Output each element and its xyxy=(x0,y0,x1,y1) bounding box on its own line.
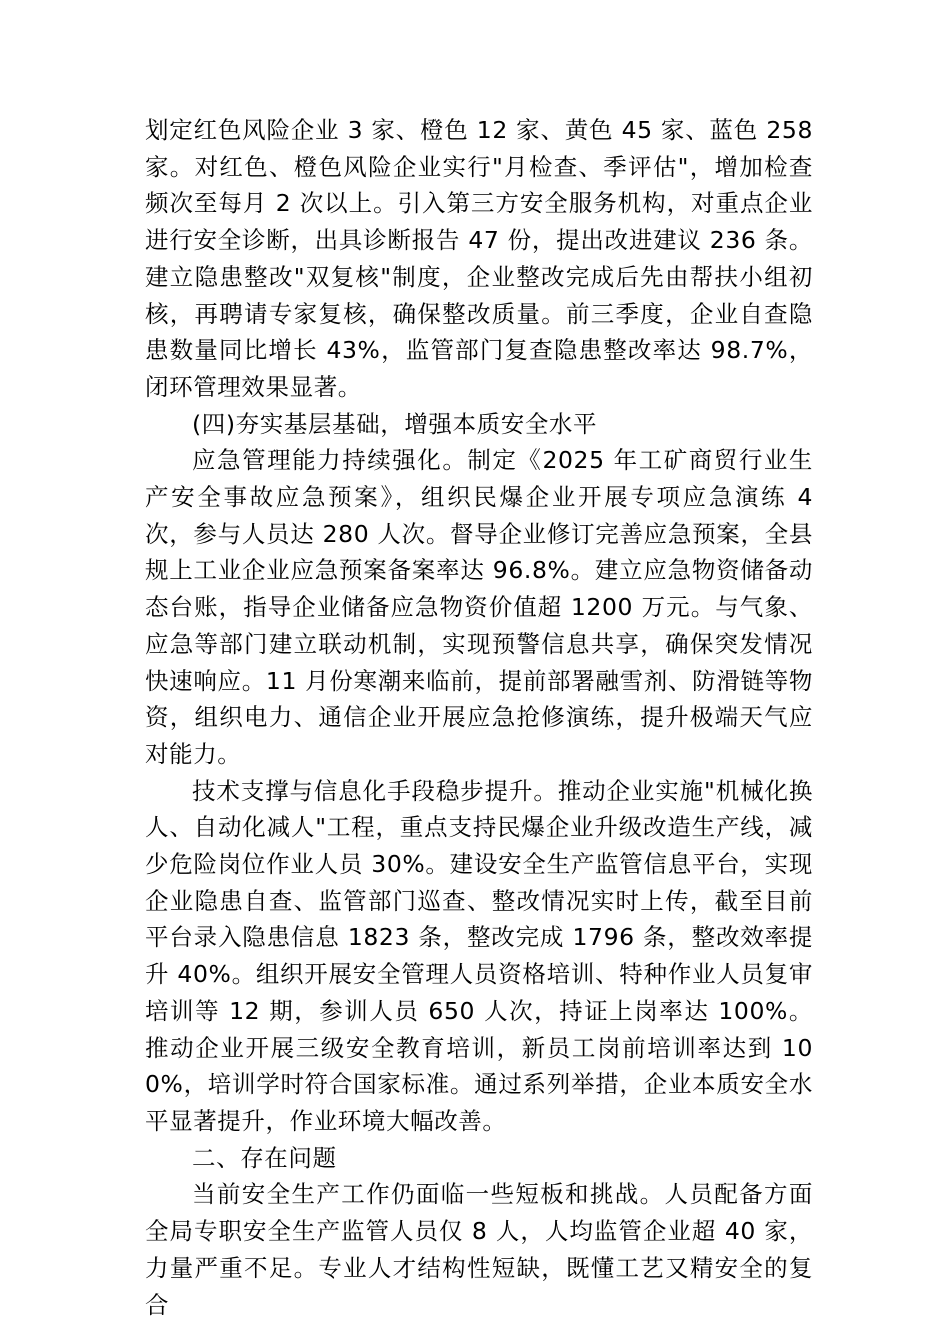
body-paragraph-problems: 当前安全生产工作仍面临一些短板和挑战。人员配备方面全局专职安全生产监管人员仅 8 人，人均监管企业超 40 家，力量严重不足。专业人才结构性短缺，既懂工艺又精安全的复合 xyxy=(145,1180,813,1319)
section-heading-problems: 二、存在问题 xyxy=(192,1143,337,1172)
body-paragraph-technology: 技术支撑与信息化手段稳步提升。推动企业实施"机械化换人、自动化减人"工程，重点支持民爆企业升级改造生产线，减少危险岗位作业人员 30%。建设安全生产监管信息平台，实现企业隐患自查、监管部门巡查、整改情况实时上传，截至目前平台录入隐患信息 1823 条，整改完成 1796 条，整改效率提升 40%。组织开展安全管理人员资格培训、特种作业人员复审培训等 12 期，参训人员 650 人次，持证上岗率达 100%。推动企业开展三级安全教育培训，新员工岗前培训率达到 100%，培训学时符合国家标准。通过系列举措，企业本质安全水平显著提升，作业环境大幅改善。 xyxy=(145,776,813,1135)
body-paragraph-emergency: 应急管理能力持续强化。制定《2025 年工矿商贸行业生产安全事故应急预案》，组织民爆企业开展专项应急演练 4 次，参与人员达 280 人次。督导企业修订完善应急预案，全县规上工业企业应急预案备案率达 96.8%。建立应急物资储备动态台账，指导企业储备应急物资价值超 1200 万元。与气象、应急等部门建立联动机制，实现预警信息共享，确保突发情况快速响应。11 月份寒潮来临前，提前部署融雪剂、防滑链等物资，组织电力、通信企业开展应急抢修演练，提升极端天气应对能力。 xyxy=(145,446,813,768)
body-paragraph-1: 划定红色风险企业 3 家、橙色 12 家、黄色 45 家、蓝色 258 家。对红色、橙色风险企业实行"月检查、季评估"，增加检查频次至每月 2 次以上。引入第三方安全服务机构，对重点企业进行安全诊断，出具诊断报告 47 份，提出改进建议 236 条。建立隐患整改"双复核"制度，企业整改完成后先由帮扶小组初核，再聘请专家复核，确保整改质量。前三季度，企业自查隐患数量同比增长 43%，监管部门复查隐患整改率达 98.7%，闭环管理效果显著。 xyxy=(145,116,813,401)
section-heading-4: (四)夯实基层基础，增强本质安全水平 xyxy=(192,409,598,438)
document-body xyxy=(145,112,813,1323)
